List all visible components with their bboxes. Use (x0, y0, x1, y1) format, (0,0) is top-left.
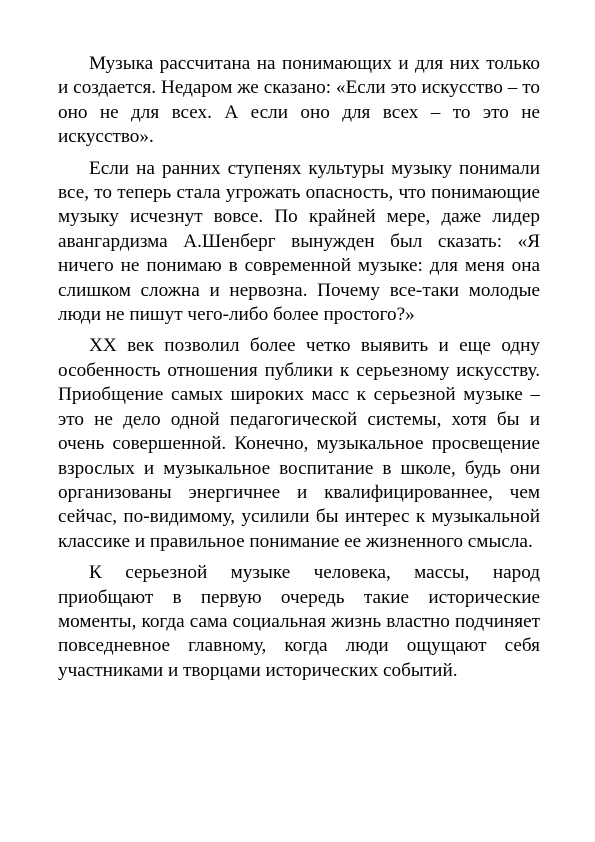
paragraph-3: XX век позволил более четко выявить и еще одну особенность отношения публики к серьезному искусству. Приобщение самых широких масс к серьезной музыке – это не дело одной педагогической системы, хотя бы и очень совершенной. Конечно, музыкальное просвещение взрослых и музыкальное воспитание в школе, будь они организованы энергичнее и квалифицированнее, чем сейчас, по-видимому, усилили бы интерес к музыкальной классике и правильное понимание ее жизненного смысла. (58, 335, 540, 552)
paragraph-1: Музыка рассчитана на понимающих и для них только и создается. Недаром же сказано: «Если это искусство – то оно не для всех. А если оно для всех – то это не искусство». (58, 53, 540, 148)
paragraph-4: К серьезной музыке человека, массы, народ приобщают в первую очередь такие исторические моменты, когда сама социальная жизнь властно подчиняет повседневное главному, когда люди ощущают себя участниками и творцами исторических событий. (58, 562, 540, 681)
body-text (58, 52, 540, 690)
paragraph-2: Если на ранних ступенях культуры музыку понимали все, то теперь стала угрожать опасность, что понимающие музыку исчезнут вовсе. По крайней мере, даже лидер авангардизма А.Шенберг вынужден был сказать: «Я ничего не понимаю в современной музыке: для меня она слишком сложна и нервозна. Почему все-таки молодые люди не пишут чего-либо более простого?» (58, 157, 540, 326)
